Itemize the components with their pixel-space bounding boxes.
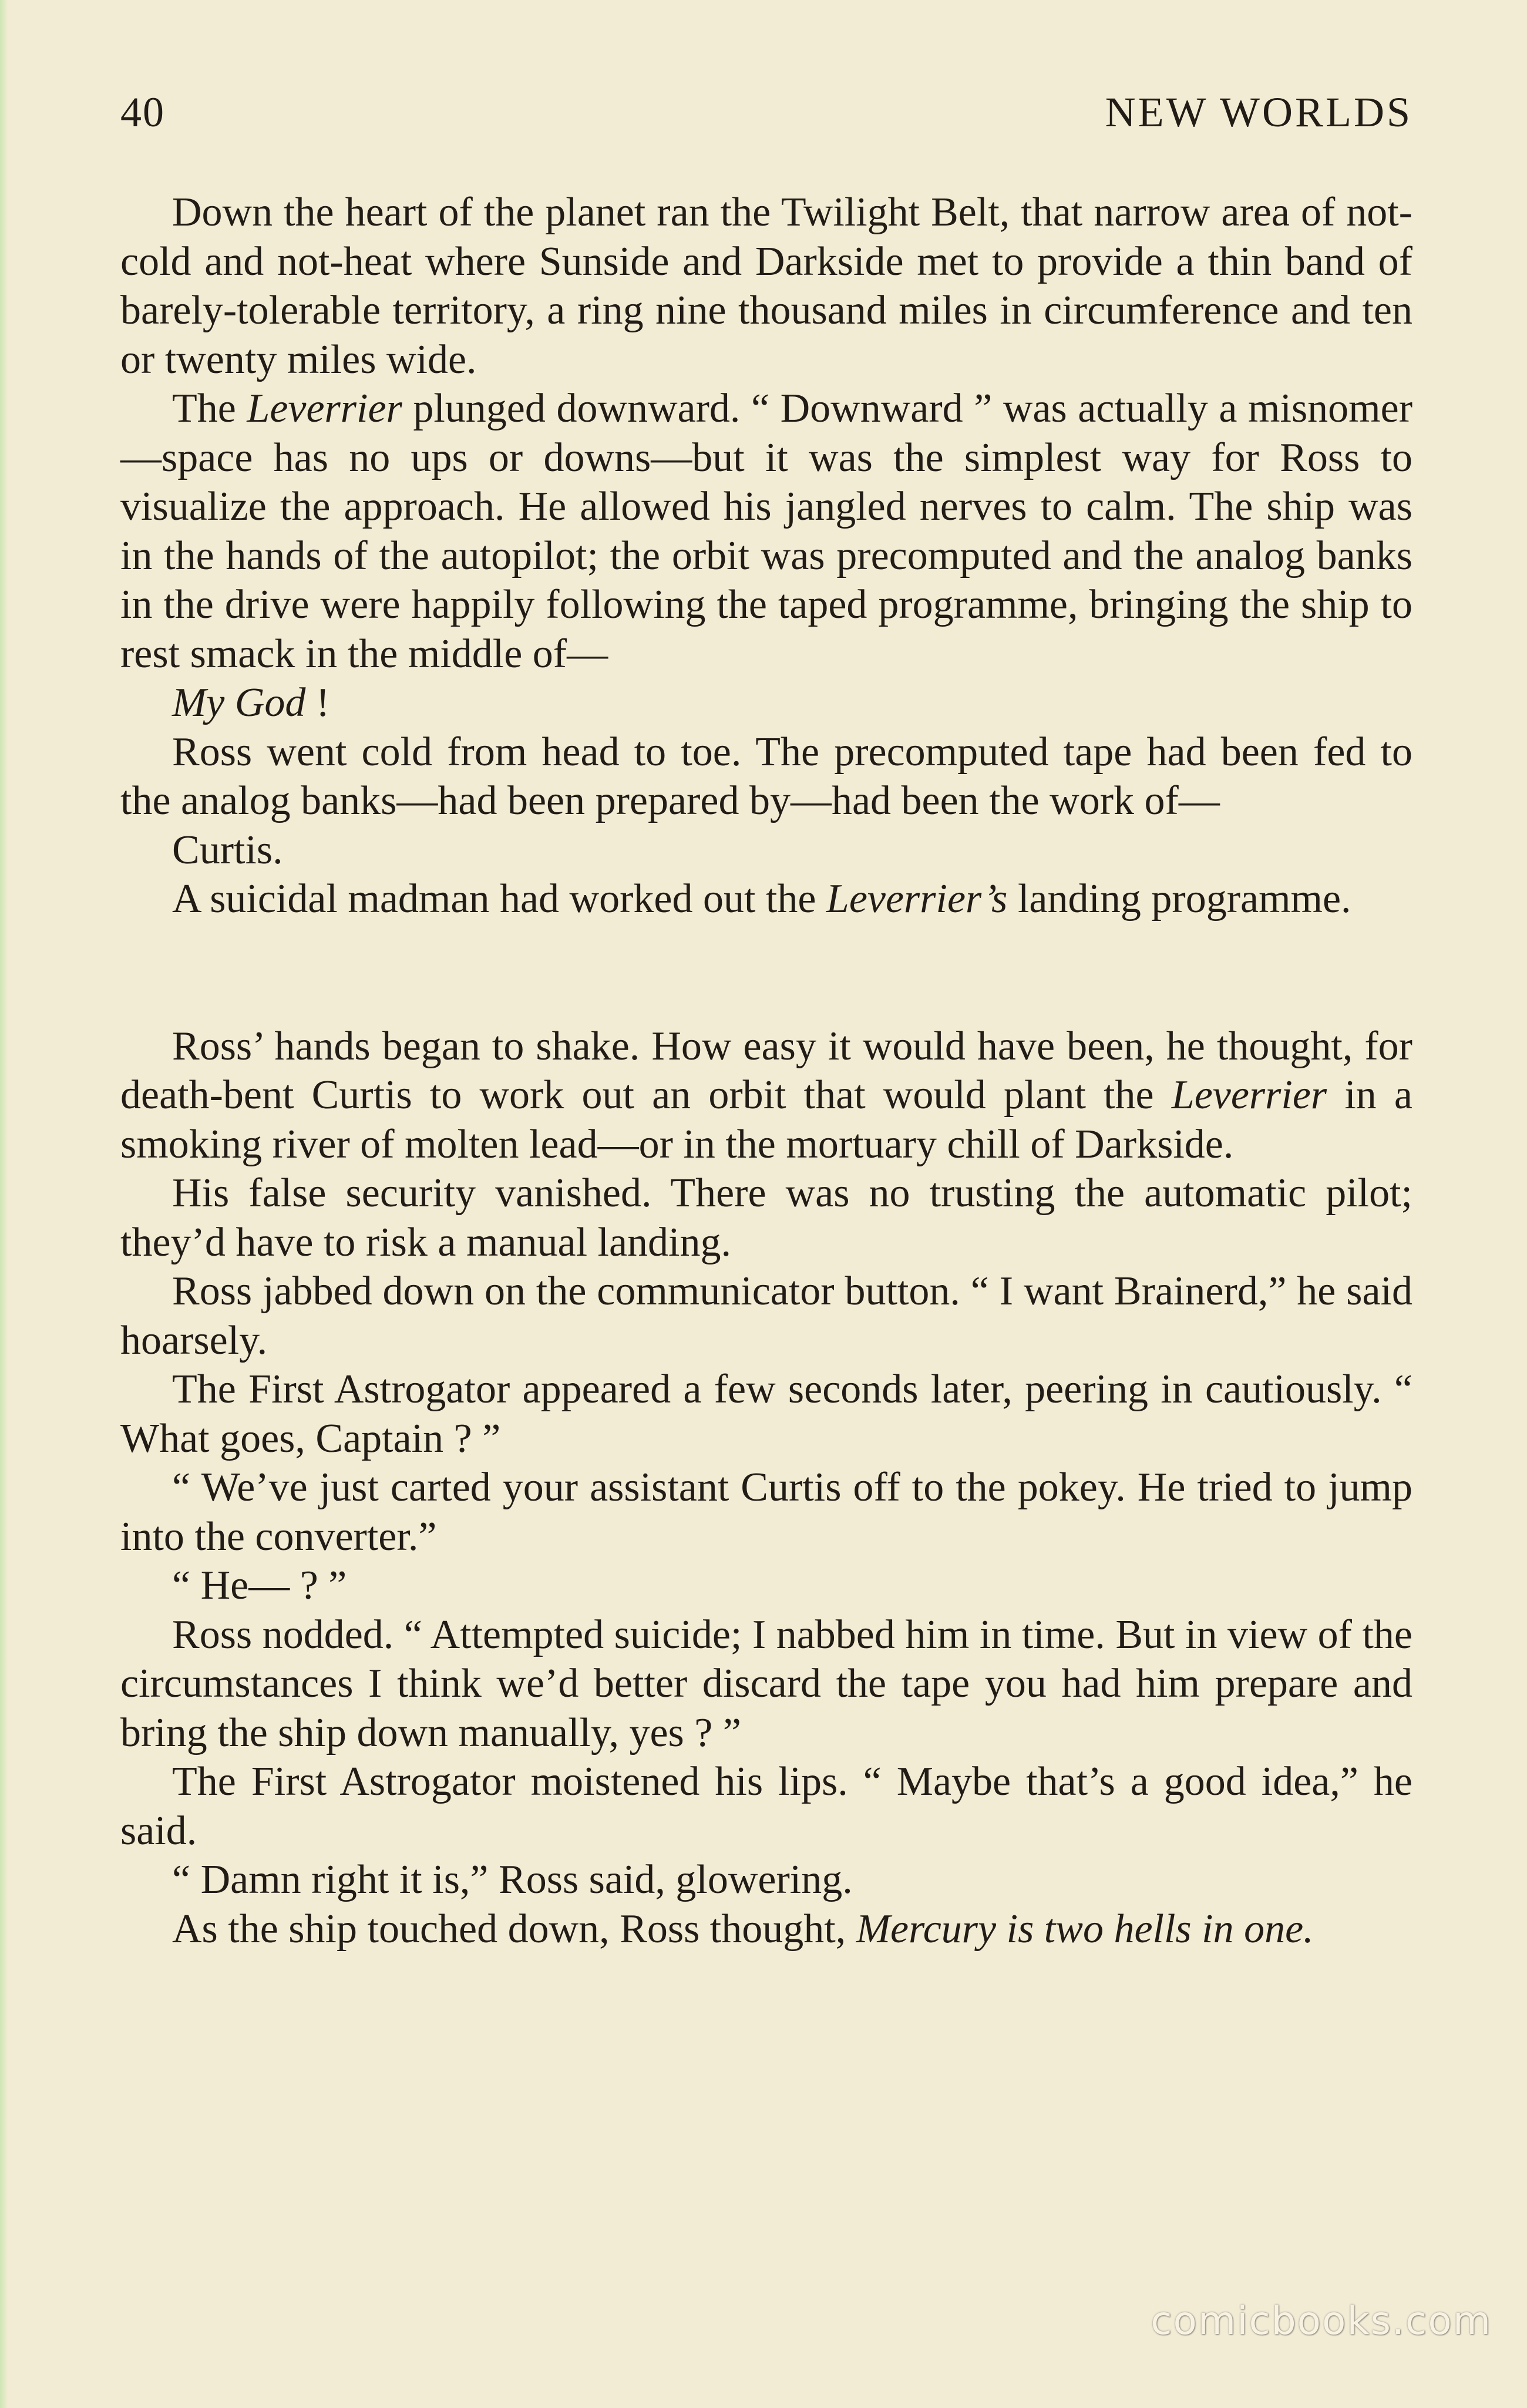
paragraph	[120, 1561, 1412, 1610]
paragraph	[120, 1169, 1412, 1267]
paragraph	[120, 1022, 1412, 1169]
italic-text: Leverrier	[247, 386, 402, 431]
text-run: The First Astrogator moistened his lips. “ Maybe that’s a good idea,” he said.	[120, 1759, 1412, 1854]
text-run: Ross jabbed down on the communicator button. “ I want Brainerd,” he said hoarsely.	[120, 1269, 1412, 1363]
paragraph	[120, 1463, 1412, 1561]
page-edge	[0, 0, 8, 2408]
text-run: “ He— ? ”	[172, 1563, 347, 1608]
text-run: plunged downward. “ Downward ” was actually a misnomer—space has no ups or downs—but it was the simplest way for Ross to visualize the approach. He allowed his jangled nerves to calm. The ship was in the hands of the autopilot; the orbit was precomputed and the analog banks in the drive were happily following the taped programme, bringing the ship to rest smack in the middle of—	[120, 386, 1413, 677]
text-run: As the ship touched down, Ross thought,	[172, 1906, 856, 1952]
paragraph	[120, 384, 1412, 678]
text-run: “ Damn right it is,” Ross said, glowering.	[172, 1857, 853, 1902]
watermark: comicbooks.com	[1151, 2298, 1492, 2343]
paragraph	[120, 1905, 1412, 1954]
text-run: Ross nodded. “ Attempted suicide; I nabbed him in time. But in view of the circumstances I think we’d better discard the tape you had him prepare and bring the ship down manually, yes ? ”	[120, 1612, 1412, 1755]
story-text	[120, 188, 1412, 1953]
italic-text: Mercury is two hells in one.	[856, 1906, 1314, 1952]
page-number: 40	[120, 89, 165, 136]
italic-text: Leverrier	[1171, 1072, 1327, 1118]
paragraph	[120, 1365, 1412, 1463]
italic-text: Leverrier’s	[826, 876, 1008, 922]
paragraph	[120, 826, 1412, 875]
text-run: Ross’ hands began to shake. How easy it would have been, he thought, for death-bent Curtis to work out an orbit that would plant the	[120, 1023, 1412, 1118]
paragraph	[120, 875, 1412, 924]
page-header	[120, 88, 1412, 141]
paragraph	[120, 188, 1412, 384]
text-run: A suicidal madman had worked out the	[172, 876, 826, 922]
text-run: The	[172, 386, 247, 431]
paragraph	[120, 1610, 1412, 1758]
text-run: !	[305, 680, 330, 725]
text-run: Down the heart of the planet ran the Twilight Belt, that narrow area of not-cold and not-heat where Sunside and Darkside met to provide a thin band of barely-tolerable territory, a ring nine thousand miles in circumference and ten or twenty miles wide.	[120, 190, 1412, 382]
paragraph	[120, 728, 1412, 826]
paragraph	[120, 1855, 1412, 1905]
text-run: landing programme.	[1007, 876, 1351, 922]
paragraph	[120, 678, 1412, 728]
text-run: Ross went cold from head to toe. The precomputed tape had been fed to the analog banks—had been prepared by—had been the work of—	[120, 729, 1412, 823]
text-run: in a smoking river of molten lead—or in the mortuary chill of Darkside.	[120, 1072, 1412, 1167]
paragraph	[120, 1757, 1412, 1855]
paragraph	[120, 1267, 1412, 1365]
italic-text: My God	[172, 680, 306, 725]
text-run: Curtis.	[172, 827, 283, 873]
text-run: His false security vanished. There was no trusting the automatic pilot; they’d have to risk a manual landing.	[120, 1171, 1412, 1265]
text-run: “ We’ve just carted your assistant Curtis off to the pokey. He tried to jump into the converter.”	[120, 1465, 1412, 1559]
running-title: NEW WORLDS	[1105, 89, 1412, 136]
text-run: The First Astrogator appeared a few seconds later, peering in cautiously. “ What goes, Captain ? ”	[120, 1367, 1412, 1461]
section-break	[120, 924, 1412, 1022]
